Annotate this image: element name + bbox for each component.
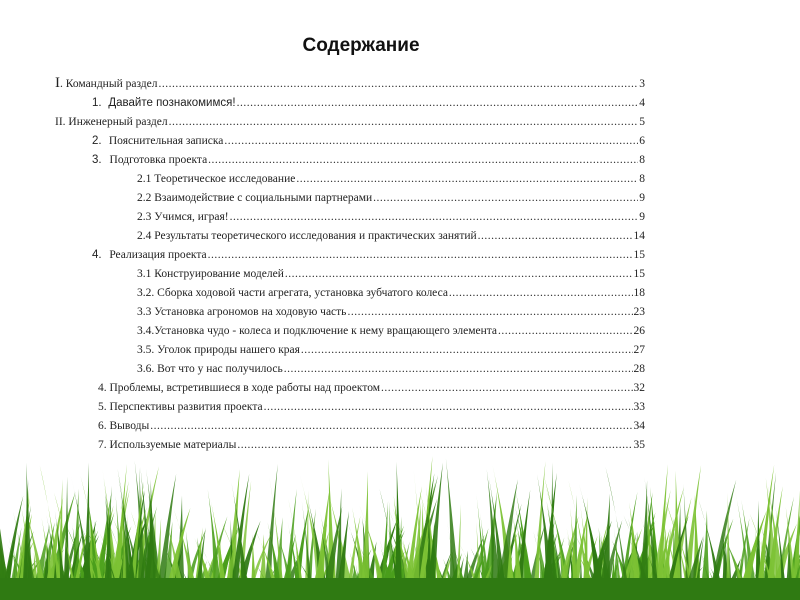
toc-entry-number: 2. <box>92 135 102 147</box>
toc-entry-page: 18 <box>633 287 645 299</box>
toc-entry-page: 9 <box>639 211 645 223</box>
toc-entry-introduction[interactable] <box>92 96 645 110</box>
toc-entry-command-section[interactable] <box>55 76 645 91</box>
toc-entry-title: Реализация проекта <box>109 249 207 261</box>
toc-entry-title: 3.1 Конструирование моделей <box>137 268 284 280</box>
toc-entry-chassis-assembly[interactable] <box>137 286 645 300</box>
toc-entry-title: 2.1 Теоретическое исследование <box>137 173 296 185</box>
toc-entry-title: 2.2 Взаимодействие с социальными партнерами <box>137 192 373 204</box>
toc-entry-wonder-wheel[interactable] <box>137 324 645 338</box>
toc-entry-page: 33 <box>633 401 645 413</box>
toc-leader-dots <box>347 305 632 319</box>
grass-decoration <box>0 455 800 600</box>
toc-entry-what-we-got[interactable] <box>137 362 645 376</box>
toc-leader-dots <box>296 172 638 186</box>
toc-entry-title: 2.4 Результаты теоретического исследования и практических занятий <box>137 230 477 242</box>
toc-leader-dots <box>237 96 639 110</box>
toc-leader-dots <box>285 267 633 281</box>
toc-entry-title: 2.3 Учимся, играя! <box>137 211 229 223</box>
grass-base <box>0 578 800 600</box>
toc-entry-engineering-section[interactable] <box>55 115 645 129</box>
toc-entry-social-partners[interactable] <box>137 191 645 205</box>
toc-leader-dots <box>478 229 633 243</box>
toc-entry-page: 8 <box>639 173 645 185</box>
toc-leader-dots <box>224 134 638 148</box>
toc-entry-title: 3.4.Установка чудо - колеса и подключение к нему вращающего элемента <box>137 325 498 337</box>
toc-entry-title: 7. Используемые материалы <box>98 439 237 451</box>
toc-entry-title: 3.3 Установка агрономов на ходовую часть <box>137 306 347 318</box>
toc-entry-page: 5 <box>639 116 645 128</box>
toc-entry-perspectives[interactable] <box>98 400 645 414</box>
toc-leader-dots <box>150 419 632 433</box>
toc-leader-dots <box>449 286 633 300</box>
toc-leader-dots <box>301 343 633 357</box>
toc-entry-page: 15 <box>633 268 645 280</box>
toc-leader-dots <box>237 438 632 452</box>
toc-entry-page: 28 <box>633 363 645 375</box>
toc-entry-title: 3.5. Уголок природы нашего края <box>137 344 300 356</box>
toc-entry-title: 3.2. Сборка ходовой части агрегата, установка зубчатого колеса <box>137 287 448 299</box>
toc-entry-title: Пояснительная записка <box>108 135 224 147</box>
toc-leader-dots <box>208 153 638 167</box>
toc-entry-title: Подготовка проекта <box>109 154 208 166</box>
toc-entry-page: 23 <box>633 306 645 318</box>
toc-entry-page: 8 <box>639 154 645 166</box>
toc-entry-page: 3 <box>639 78 645 90</box>
toc-entry-model-design[interactable] <box>137 267 645 281</box>
toc-entry-page: 27 <box>633 344 645 356</box>
toc-entry-page: 15 <box>633 249 645 261</box>
toc-entry-agronomist-install[interactable] <box>137 305 645 319</box>
toc-entry-research-results[interactable] <box>137 229 645 243</box>
toc-leader-dots <box>373 191 638 205</box>
toc-entry-page: 14 <box>633 230 645 242</box>
toc-entry-number: 4. <box>92 249 102 261</box>
toc-leader-dots <box>208 248 633 262</box>
toc-entry-numeral: I <box>55 75 60 91</box>
toc-entry-materials[interactable] <box>98 438 645 452</box>
toc-entry-page: 4 <box>639 97 645 109</box>
toc-entry-theoretical-research[interactable] <box>137 172 645 186</box>
toc-entry-page: 26 <box>633 325 645 337</box>
toc-entry-learning-by-playing[interactable] <box>137 210 645 224</box>
toc-entry-title: 3.6. Вот что у нас получилось <box>137 363 283 375</box>
toc-leader-dots <box>284 362 633 376</box>
toc-entry-number: 1. <box>92 97 102 109</box>
toc-entry-nature-corner[interactable] <box>137 343 645 357</box>
toc-entry-problems[interactable] <box>98 381 645 395</box>
toc-entry-title: 6. Выводы <box>98 420 150 432</box>
toc-leader-dots <box>230 210 639 224</box>
toc-entry-page: 34 <box>633 420 645 432</box>
toc-entry-title: 4. Проблемы, встретившиеся в ходе работы над проектом <box>98 382 381 394</box>
toc-entry-page: 6 <box>639 135 645 147</box>
toc-leader-dots <box>264 400 633 414</box>
toc-entry-page: 9 <box>639 192 645 204</box>
toc-entry-page: 35 <box>633 439 645 451</box>
toc-entry-number: 3. <box>92 154 102 166</box>
toc-leader-dots <box>498 324 632 338</box>
toc-leader-dots <box>169 115 639 129</box>
toc-entry-title: 5. Перспективы развития проекта <box>98 401 263 413</box>
toc-entry-title: Давайте познакомимся! <box>108 97 236 109</box>
toc-entry-project-preparation[interactable] <box>92 153 645 167</box>
toc-leader-dots <box>381 381 632 395</box>
toc-leader-dots <box>158 77 638 91</box>
toc-entry-explanatory-note[interactable] <box>92 134 645 148</box>
toc-entry-project-implementation[interactable] <box>92 248 645 262</box>
page-title: Содержание <box>302 35 420 56</box>
toc-entry-title: . Командный раздел <box>60 78 158 90</box>
toc-entry-conclusions[interactable] <box>98 419 645 433</box>
toc-entry-title: II. Инженерный раздел <box>55 116 168 128</box>
toc-entry-page: 32 <box>633 382 645 394</box>
